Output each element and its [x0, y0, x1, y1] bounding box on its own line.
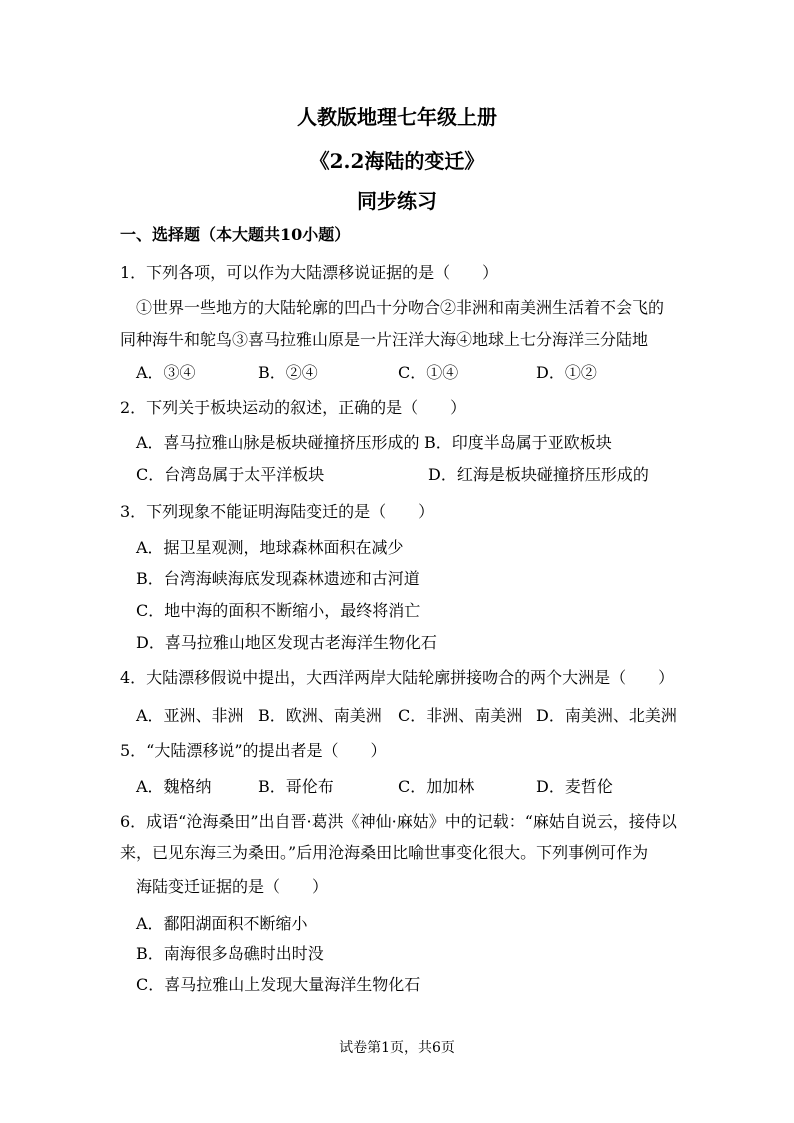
- option-d: D．红海是板块碰撞挤压形成的: [428, 465, 649, 484]
- option-c: C．①④: [398, 363, 459, 382]
- option-a: A．喜马拉雅山脉是板块碰撞挤压形成的: [136, 433, 420, 452]
- question-stem-line: 海陆变迁证据的是（ ）: [136, 877, 329, 896]
- option-c: C．地中海的面积不断缩小，最终将消亡: [136, 601, 421, 620]
- question-stem: 4．大陆漂移假说中提出，大西洋两岸大陆轮廓拼接吻合的两个大洲是（ ）: [120, 668, 675, 687]
- option-d: D．麦哲伦: [536, 777, 613, 796]
- option-b: B．印度半岛属于亚欧板块: [424, 433, 612, 452]
- option-c: C．喜马拉雅山上发现大量海洋生物化石: [136, 975, 421, 994]
- exercise-title: 同步练习: [357, 189, 437, 213]
- option-d: D．①②: [536, 363, 597, 382]
- section-heading: 一、选择题（本大题共10小题）: [120, 225, 351, 244]
- option-b: B．南海很多岛礁时出时没: [136, 944, 324, 963]
- document-title: 人教版地理七年级上册: [297, 105, 497, 129]
- option-a: A．据卫星观测，地球森林面积在减少: [136, 538, 404, 557]
- option-a: A．鄱阳湖面积不断缩小: [136, 914, 308, 933]
- question-stem: 6．成语“沧海桑田”出自晋·葛洪《神仙·麻姑》中的记载：“麻姑自说云，接侍以: [120, 812, 677, 831]
- option-d: D．南美洲、北美洲: [536, 706, 677, 725]
- option-a: A．亚洲、非洲: [136, 706, 244, 725]
- lesson-title: 《2.2海陆的变迁》: [309, 149, 485, 173]
- page-footer: 试卷第1页，共6页: [339, 1040, 455, 1056]
- question-stem: 1．下列各项，可以作为大陆漂移说证据的是（ ）: [120, 263, 499, 282]
- option-b: B．欧洲、南美洲: [258, 706, 382, 725]
- question-stem: 3．下列现象不能证明海陆变迁的是（ ）: [120, 502, 435, 521]
- option-a: A．魏格纳: [136, 777, 212, 796]
- option-b: B．台湾海峡海底发现森林遗迹和古河道: [136, 569, 420, 588]
- option-c: C．加加林: [398, 777, 475, 796]
- option-b: B．哥伦布: [258, 777, 334, 796]
- question-stem-line: 同种海牛和鸵鸟③喜马拉雅山原是一片汪洋大海④地球上七分海洋三分陆地: [120, 330, 649, 349]
- option-d: D．喜马拉雅山地区发现古老海洋生物化石: [136, 633, 437, 652]
- question-stem-line: 来，已见东海三为桑田。”后用沧海桑田比喻世事变化很大。下列事例可作为: [120, 843, 649, 862]
- option-b: B．②④: [258, 363, 318, 382]
- option-c: C．非洲、南美洲: [398, 706, 523, 725]
- question-stem-line: ①世界一些地方的大陆轮廓的凹凸十分吻合②非洲和南美洲生活着不会飞的: [120, 298, 665, 317]
- question-stem: 2．下列关于板块运动的叙述，正确的是（ ）: [120, 398, 467, 417]
- question-stem: 5．“大陆漂移说”的提出者是（ ）: [120, 741, 387, 760]
- option-c: C．台湾岛属于太平洋板块: [136, 465, 325, 484]
- option-a: A．③④: [136, 363, 196, 382]
